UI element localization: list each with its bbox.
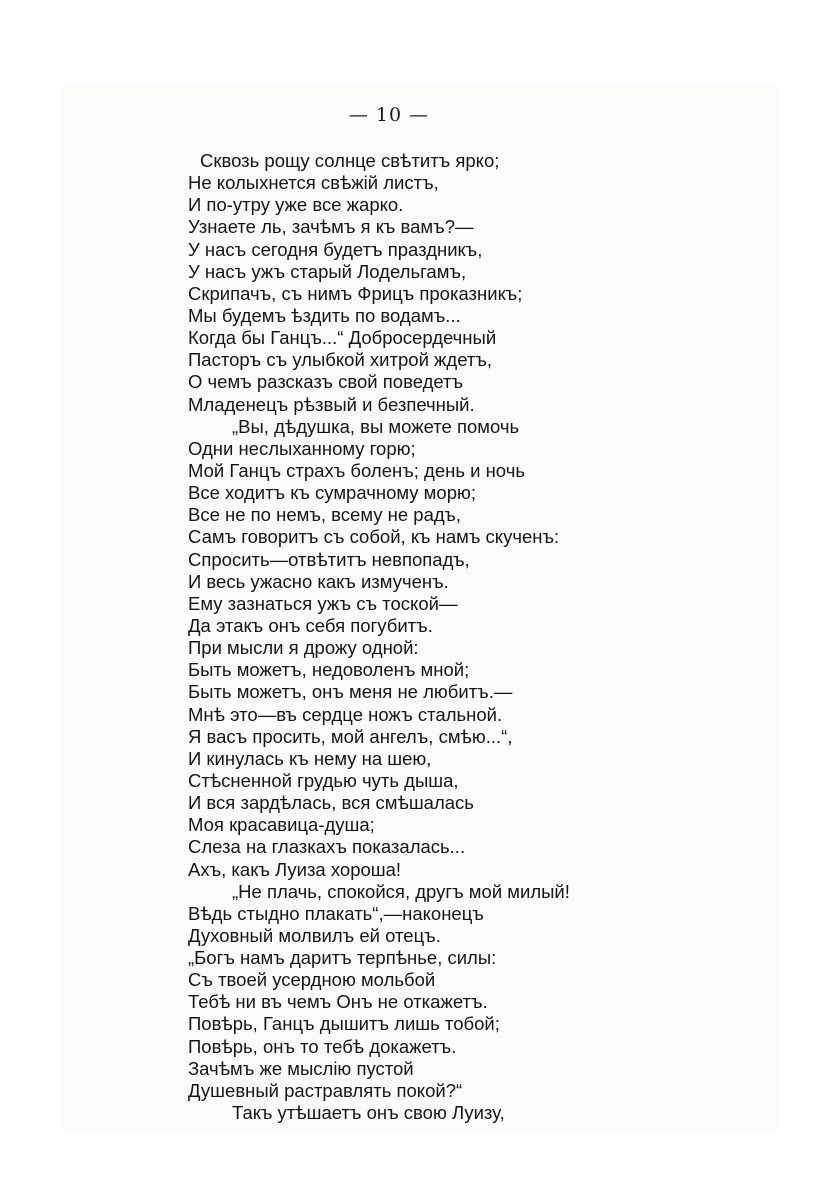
poem-line: „Не плачь, спокойся, другъ мой милый! bbox=[232, 880, 570, 902]
poem-line: Слеза на глазкахъ показалась... bbox=[188, 836, 466, 858]
page-number: — 10 — bbox=[348, 104, 430, 126]
poem-line: Повѣрь, Ганцъ дышитъ лишь тобой; bbox=[188, 1013, 500, 1035]
poem-line: И по-утру уже все жарко. bbox=[188, 194, 404, 216]
poem-line: Духовный молвилъ ей отецъ. bbox=[188, 924, 441, 946]
poem-line: Все не по немъ, всему не радъ, bbox=[188, 504, 461, 526]
poem-line: Ахъ, какъ Луиза хороша! bbox=[188, 858, 402, 880]
poem-line: Быть можетъ, онъ меня не любитъ.— bbox=[188, 681, 513, 703]
poem-line: Скрипачъ, съ нимъ Фрицъ проказникъ; bbox=[188, 282, 523, 304]
poem-text bbox=[0, 150, 840, 1124]
poem-line: У насъ ужъ старый Лодельгамъ, bbox=[188, 260, 467, 282]
poem-line: Пасторъ съ улыбкой хитрой ждетъ, bbox=[188, 349, 493, 371]
poem-line: Повѣрь, онъ то тебѣ докажетъ. bbox=[188, 1035, 457, 1057]
poem-line: Моя красавица-душа; bbox=[188, 814, 375, 836]
poem-line: Такъ утѣшаетъ онъ свою Луизу, bbox=[232, 1102, 505, 1124]
poem-line: Я васъ просить, мой ангелъ, смѣю...“, bbox=[188, 725, 513, 747]
poem-line: Спросить—отвѣтитъ невпопадъ, bbox=[188, 548, 470, 570]
poem-line: Зачѣмъ же мыслію пустой bbox=[188, 1057, 414, 1079]
poem-line: „Богъ намъ даритъ терпѣнье, силы: bbox=[188, 947, 497, 969]
poem-line: И кинулась къ нему на шею, bbox=[188, 747, 432, 769]
poem-line: И вся зардѣлась, вся смѣшалась bbox=[188, 792, 474, 814]
poem-line: „Вы, дѣдушка, вы можете помочь bbox=[232, 415, 520, 437]
poem-line: Вѣдь стыдно плакать“,—наконецъ bbox=[188, 902, 484, 924]
poem-line: Мой Ганцъ страхъ боленъ; день и ночь bbox=[188, 459, 525, 481]
poem-line: И весь ужасно какъ измученъ. bbox=[188, 570, 449, 592]
poem-line: Младенецъ рѣзвый и безпечный. bbox=[188, 393, 475, 415]
poem-line: Тебѣ ни въ чемъ Онъ не откажетъ. bbox=[188, 991, 488, 1013]
poem-line: Стѣсненной грудью чуть дыша, bbox=[188, 769, 459, 791]
poem-line: Ему зазнаться ужъ съ тоской— bbox=[188, 592, 458, 614]
poem-line: Да этакъ онъ себя погубитъ. bbox=[188, 614, 433, 636]
poem-line: Узнаете ль, зачѣмъ я къ вамъ?— bbox=[188, 216, 474, 238]
poem-line: Быть можетъ, недоволенъ мной; bbox=[188, 659, 470, 681]
poem-line: При мысли я дрожу одной: bbox=[188, 637, 419, 659]
poem-line: О чемъ разсказъ свой поведетъ bbox=[188, 371, 464, 393]
poem-line: Самъ говоритъ съ собой, къ намъ скученъ: bbox=[188, 526, 560, 548]
poem-line: Мы будемъ ѣздить по водамъ... bbox=[188, 304, 461, 326]
poem-line: Душевный растравлять покой?“ bbox=[188, 1079, 463, 1101]
poem-line: Съ твоей усердною мольбой bbox=[188, 969, 436, 991]
poem-line: Мнѣ это—въ сердце ножъ стальной. bbox=[188, 703, 503, 725]
poem-line: Все ходитъ къ сумрачному морю; bbox=[188, 482, 476, 504]
poem-line: Не колыхнется свѣжій листъ, bbox=[188, 172, 439, 194]
poem-line: Когда бы Ганцъ...“ Добросердечный bbox=[188, 327, 497, 349]
poem-line: Одни неслыханному горю; bbox=[188, 437, 416, 459]
poem-line: У насъ сегодня будетъ праздникъ, bbox=[188, 238, 483, 260]
poem-line: Сквозь рощу солнце свѣтитъ ярко; bbox=[200, 150, 500, 171]
